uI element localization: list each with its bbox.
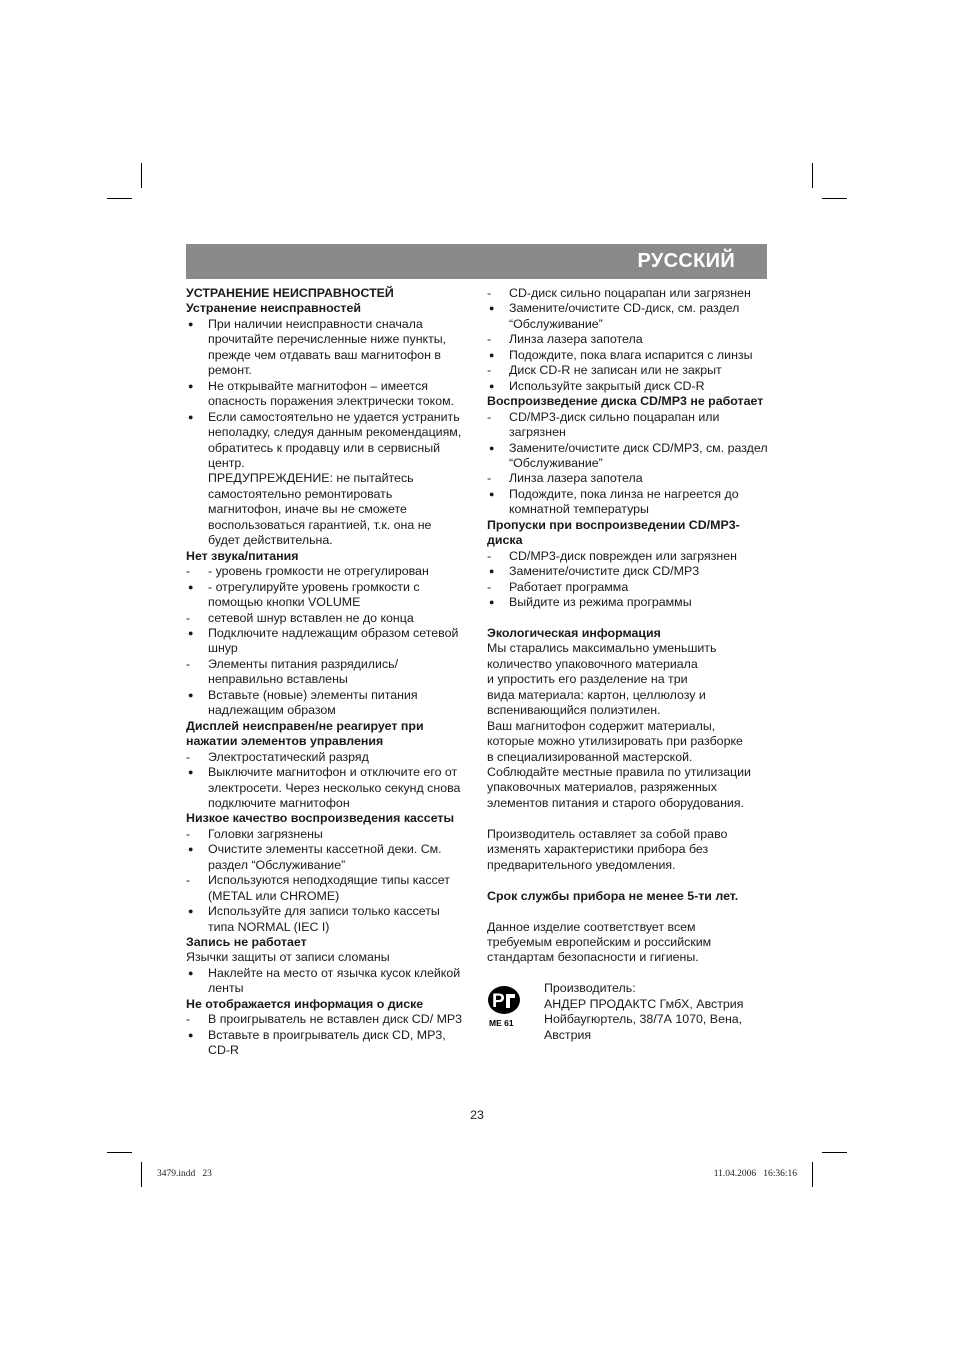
bullet-icon: ●	[489, 303, 495, 314]
bullet-icon: ●	[188, 689, 194, 700]
list-item: - Используются неподходящие типы кассет (METAL или CHROME)	[186, 873, 450, 903]
list-item: ● Подождите, пока влага испарится с линзы	[489, 347, 753, 362]
bullet-icon: ●	[188, 844, 194, 855]
certification-code: МЕ 61	[489, 1018, 514, 1029]
section-heading: Нет звука/питания	[186, 548, 299, 563]
list-item: ● Не открывайте магнитофон – имеется опасность поражения электрически током.	[188, 378, 455, 409]
list-item: ● Выйдите из режима программы	[489, 595, 692, 610]
list-item: - Элементы питания разрядились/ неправильно вставлены	[186, 656, 399, 687]
producer-line: Производитель:	[544, 981, 636, 996]
list-item: ● Очистите элементы кассетной деки. См. раздел “Обслуживание”	[188, 842, 442, 872]
eco-line: вида материала: картон, целлюлозу и	[487, 687, 706, 702]
eco-line: и упростить его разделение на три	[487, 672, 688, 687]
list-item: ● Если самостоятельно не удается устранить неполадку, следуя данным рекомендациям, обратитесь к продавцу или в сервисный центр. ПРЕДУПРЕЖДЕНИЕ: не пытайтесь самостоятельно ремонтировать магнитофон, иначе вы не сможете воспользоваться гарантией, т.к. она не будет действительна.	[188, 409, 462, 548]
bullet-icon: ●	[188, 906, 194, 917]
bullet-icon: ●	[489, 488, 495, 499]
crop-mark	[141, 1162, 142, 1187]
list-item: - CD-диск сильно поцарапан или загрязнен	[487, 286, 751, 300]
list-item: - Линза лазера запотела	[487, 471, 643, 486]
bullet-icon: ●	[188, 380, 194, 391]
rights-line: предварительного уведомления.	[487, 857, 676, 872]
producer-line: Нойбаугюртель, 38/7А 1070, Вена,	[544, 1012, 743, 1027]
service-life-note: Срок службы прибора не менее 5-ти лет.	[487, 888, 739, 903]
list-item: - Электростатический разряд	[186, 749, 369, 764]
section-heading: Не отображается информация о диске	[186, 996, 424, 1011]
right-column	[487, 286, 769, 1043]
crop-mark	[812, 1162, 813, 1187]
eco-line: Мы старались максимально уменьшить	[487, 641, 717, 656]
list-item: - CD/MP3-диск поврежден или загрязнен	[487, 548, 737, 563]
section-heading: Экологическая информация	[487, 625, 661, 640]
crop-mark	[107, 198, 132, 199]
bullet-icon: ●	[489, 566, 495, 577]
producer-block	[487, 981, 769, 1043]
list-item: ● Замените/очистите диск CD/MP3, см. раздел “Обслуживание”	[489, 440, 768, 470]
producer-line: Австрия	[544, 1027, 592, 1042]
list-item: ● - отрегулируйте уровень громкости с помощью кнопки VOLUME	[188, 579, 420, 610]
list-item: - CD/MP3-диск сильно поцарапан или загрязнен	[487, 409, 720, 440]
bullet-icon: ●	[188, 767, 194, 778]
language-title: РУССКИЙ	[637, 250, 735, 272]
rst-certification-icon	[487, 985, 523, 1031]
list-item: - Линза лазера запотела	[487, 332, 643, 347]
conformity-line: Данное изделие соответствует всем	[487, 919, 696, 934]
eco-line: Соблюдайте местные правила по утилизации	[487, 765, 751, 780]
producer-line: АНДЕР ПРОДАКТС ГмбХ, Австрия	[544, 996, 744, 1011]
footer-file-info: 3479.indd 23	[157, 1169, 212, 1179]
rights-line: Производитель оставляет за собой право	[487, 826, 728, 841]
rights-line: изменять характеристики прибора без	[487, 842, 709, 857]
section-main-title: УСТРАНЕНИЕ НЕИСПРАВНОСТЕЙ	[186, 286, 394, 300]
list-item: ● Замените/очистите диск CD/MP3	[489, 564, 700, 579]
bullet-icon: ●	[188, 318, 194, 329]
section-heading: Дисплей неисправен/не реагирует при нажатии элементов управления	[186, 718, 424, 749]
bullet-icon: ●	[489, 380, 495, 391]
list-item: - Головки загрязнены	[186, 826, 323, 841]
list-item: - Диск CD-R не записан или не закрыт	[487, 363, 722, 378]
page-number: 23	[470, 1108, 484, 1122]
svg-text:P: P	[492, 991, 505, 1013]
list-item: ● При наличии неисправности сначала прочитайте перечисленные ниже пункты, прежде чем отдавать ваш магнитофон в ремонт.	[188, 316, 447, 378]
left-column	[186, 286, 466, 1059]
language-header-bar	[186, 244, 767, 279]
list-item: ● Наклейте на место от язычка кусок клейкой ленты	[188, 965, 461, 996]
list-item: ● Используйте для записи только кассеты типа NORMAL (IEC I)	[188, 904, 440, 934]
bullet-icon: ●	[188, 967, 194, 978]
footer-timestamp: 11.04.2006 16:36:16	[713, 1169, 797, 1179]
section-heading: Запись не работает	[186, 935, 307, 950]
crop-mark	[822, 1152, 847, 1153]
section-heading: Низкое качество воспроизведения кассеты	[186, 811, 455, 826]
crop-mark	[107, 1152, 132, 1153]
list-item: ● Замените/очистите CD-диск, см. раздел “Обслуживание”	[489, 301, 740, 331]
eco-line: количество упаковочного материала	[487, 656, 698, 671]
eco-line: элементов питания и старого оборудования.	[487, 795, 744, 810]
list-item: ● Вставьте в проигрыватель диск CD, MP3, CD-R	[188, 1027, 446, 1058]
certification-logo	[487, 981, 544, 1043]
eco-line: Ваш магнитофон содержит материалы,	[487, 718, 716, 733]
list-item: ● Вставьте (новые) элементы питания надлежащим образом	[188, 687, 418, 718]
eco-line: упаковочных материалов, разряженных	[487, 780, 717, 795]
list-item: - Работает программа	[487, 579, 629, 594]
paragraph: Язычки защиты от записи сломаны	[186, 950, 390, 965]
bullet-icon: ●	[188, 411, 194, 422]
eco-line: вспенивающийся полиэтилен.	[487, 703, 661, 718]
crop-mark	[141, 163, 142, 188]
list-item: - сетевой шнур вставлен не до конца	[186, 610, 414, 625]
section-subtitle: Устранение неисправностей	[186, 301, 361, 316]
bullet-icon: ●	[188, 1029, 194, 1040]
bullet-icon: ●	[188, 581, 194, 592]
bullet-icon: ●	[188, 627, 194, 638]
list-item: - - уровень громкости не отрегулирован	[186, 564, 429, 579]
conformity-line: требуемым европейским и российским	[487, 934, 712, 949]
section-heading: Воспроизведение диска CD/MP3 не работает	[487, 394, 764, 409]
section-heading: Пропуски при воспроизведении CD/MP3-диска	[487, 517, 740, 548]
conformity-line: стандартам безопасности и гигиены.	[487, 950, 699, 965]
bullet-icon: ●	[489, 442, 495, 453]
list-item: - В проигрыватель не вставлен диск CD/ MP3	[186, 1012, 463, 1027]
crop-mark	[822, 198, 847, 199]
bullet-icon: ●	[489, 349, 495, 360]
eco-line: которые можно утилизировать при разборке	[487, 734, 743, 749]
list-item: ● Используйте закрытый диск CD-R	[489, 378, 705, 393]
list-item: ● Подождите, пока линза не нагреется до комнатной температуры	[489, 486, 739, 517]
bullet-icon: ●	[489, 597, 495, 608]
list-item: ● Выключите магнитофон и отключите его от электросети. Через несколько секунд снова подключите магнитофон	[188, 765, 461, 810]
list-item: ● Подключите надлежащим образом сетевой шнур	[188, 625, 459, 656]
eco-line: в специализированной мастерской.	[487, 749, 693, 764]
crop-mark	[812, 163, 813, 188]
